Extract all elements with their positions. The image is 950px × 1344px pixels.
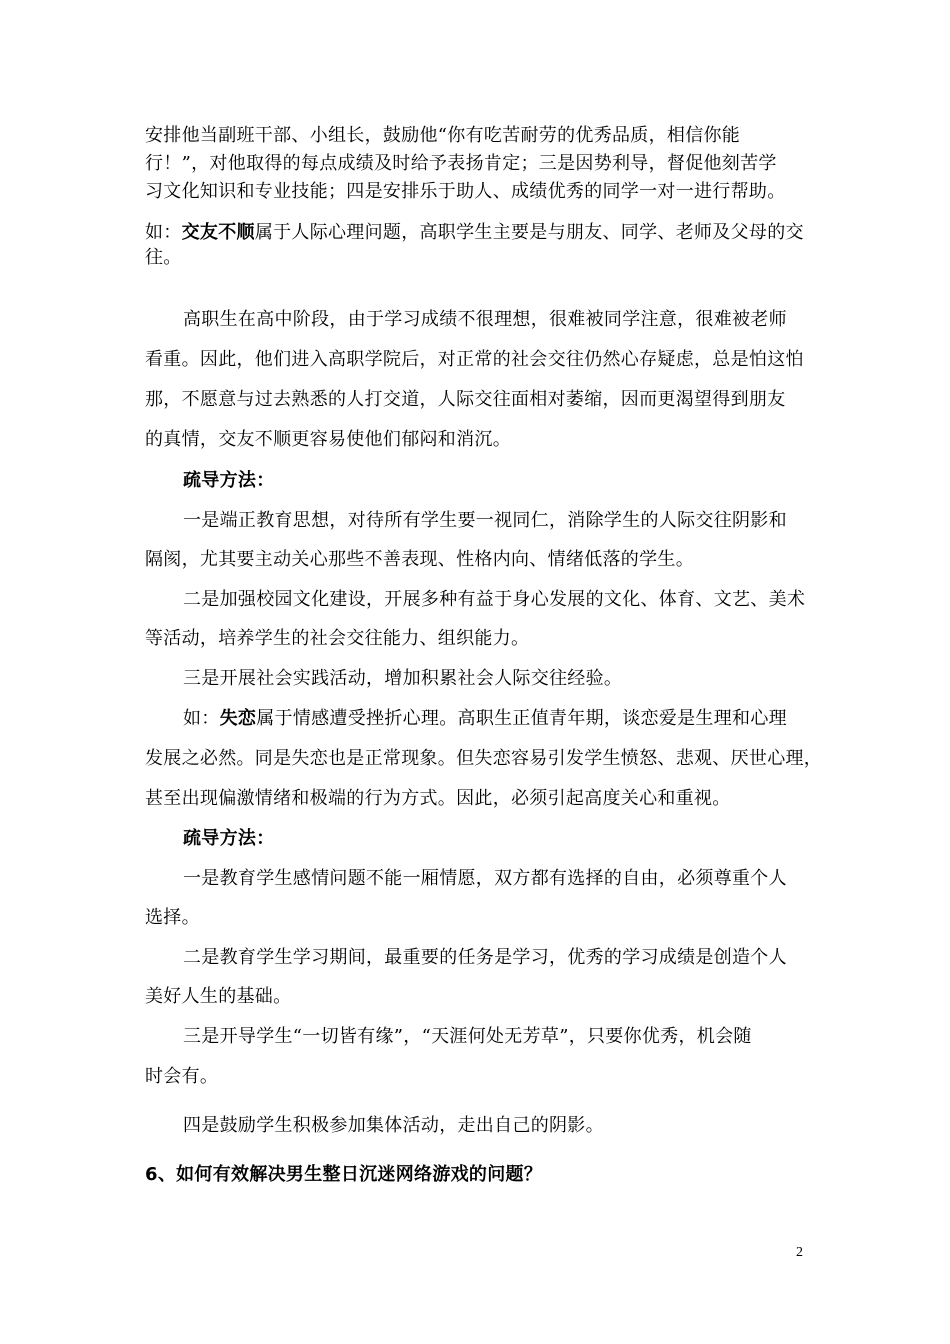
method-heading: 疏导方法： <box>183 470 275 491</box>
example-line <box>145 222 825 244</box>
topic-keyword: 交友不顺 <box>181 222 255 243</box>
paragraph-line: 安排他当副班干部、小组长，鼓励他“你有吃苦耐劳的优秀品质，相信你能 <box>145 125 741 146</box>
paragraph-line: 高职生在高中阶段，由于学习成绩不很理想，很难被同学注意，很难被老师 <box>183 309 787 330</box>
example-prefix: 如： <box>145 222 182 243</box>
paragraph-line: 隔阂，尤其要主动关心那些不善表现、性格内向、情绪低落的学生。 <box>145 549 694 570</box>
paragraph-line: 的真情，交友不顺更容易使他们郁闷和消沉。 <box>145 429 511 450</box>
paragraph-line: 那，不愿意与过去熟悉的人打交道，人际交往面相对萎缩，因而更渴望得到朋友 <box>145 389 786 410</box>
method-heading: 疏导方法： <box>183 828 275 849</box>
paragraph-line: 发展之必然。同是失恋也是正常现象。但失恋容易引发学生愤怒、悲观、厌世心理， <box>145 748 823 769</box>
paragraph-line: 行！”，对他取得的每点成绩及时给予表扬肯定；三是因势利导，督促他刻苦学 <box>145 153 777 174</box>
paragraph-line: 一是端正教育思想，对待所有学生要一视同仁，消除学生的人际交往阴影和 <box>183 510 787 531</box>
example-line <box>183 708 863 730</box>
page-number: 2 <box>796 1245 803 1260</box>
paragraph-line: 看重。因此，他们进入高职学院后，对正常的社会交往仍然心存疑虑，总是怕这怕 <box>145 349 804 370</box>
paragraph-line: 等活动，培养学生的社会交往能力、组织能力。 <box>145 628 530 649</box>
topic-keyword: 失恋 <box>219 708 257 729</box>
question-heading: 6、如何有效解决男生整日沉迷网络游戏的问题？ <box>145 1164 543 1185</box>
paragraph-line: 甚至出现偏激情绪和极端的行为方式。因此，必须引起高度关心和重视。 <box>145 788 731 809</box>
paragraph-line: 二是加强校园文化建设，开展多种有益于身心发展的文化、体育、文艺、美术 <box>183 589 806 610</box>
paragraph-line: 四是鼓励学生积极参加集体活动，走出自己的阴影。 <box>183 1115 604 1136</box>
paragraph-line: 美好人生的基础。 <box>145 986 292 1007</box>
example-prefix: 如： <box>183 708 220 729</box>
paragraph-line: 三是开导学生“一切皆有缘”，“天涯何处无芳草”，只要你优秀，机会随 <box>183 1026 752 1047</box>
example-text: 属于人际心理问题，高职学生主要是与朋友、同学、老师及父母的交 <box>254 222 804 243</box>
example-text: 属于情感遭受挫折心理。高职生正值青年期，谈恋爱是生理和心理 <box>256 708 787 729</box>
paragraph-line: 习文化知识和专业技能；四是安排乐于助人、成绩优秀的同学一对一进行帮助。 <box>145 181 786 202</box>
paragraph-line: 一是教育学生感情问题不能一厢情愿，双方都有选择的自由，必须尊重个人 <box>183 868 787 889</box>
paragraph-line: 选择。 <box>145 907 200 928</box>
paragraph-line: 时会有。 <box>145 1066 219 1087</box>
paragraph-line: 二是教育学生学习期间，最重要的任务是学习，优秀的学习成绩是创造个人 <box>183 947 787 968</box>
paragraph-line: 三是开展社会实践活动，增加积累社会人际交往经验。 <box>183 668 623 689</box>
paragraph-line: 往。 <box>145 247 182 268</box>
